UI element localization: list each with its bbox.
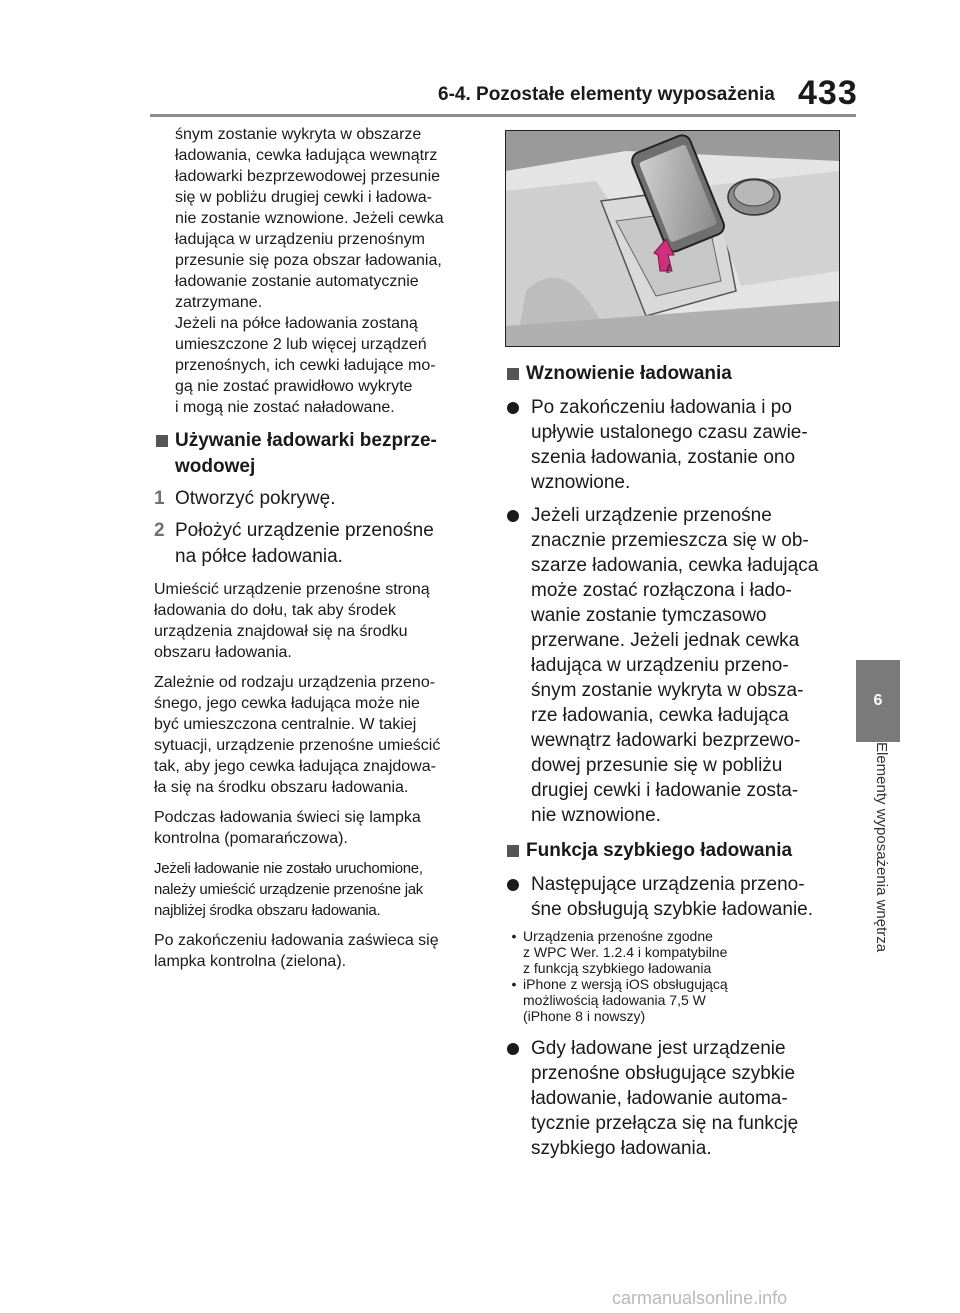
text-line: rze ładowania, cewka ładująca: [531, 705, 789, 726]
paragraph-not-started: [154, 858, 489, 921]
intro-text: [175, 124, 489, 418]
right-column: [505, 130, 845, 1161]
chapter-label: Elementy wyposażenia wnętrza: [873, 742, 890, 953]
text-line: Następujące urządzenia przeno-: [531, 874, 805, 895]
square-bullet-icon: [505, 361, 526, 387]
square-bullet-icon: [505, 838, 526, 864]
text-line: śnym zostanie wykryta w obsza-: [531, 680, 804, 701]
header-rule: [150, 114, 856, 117]
section-title: 6-4. Pozostałe elementy wyposażenia: [438, 84, 775, 105]
text-line: iPhone z wersją iOS obsługującą: [523, 976, 728, 992]
text-line: kontrolna (pomarańczowa).: [154, 830, 348, 847]
text-line: Urządzenia przenośne zgodne: [523, 928, 713, 944]
text-line: ładowania, cewka ładująca wewnątrz: [175, 147, 438, 164]
text-line: nie wznowione.: [531, 805, 661, 826]
bullet-mark: •: [511, 976, 517, 992]
chapter-tab: 6: [856, 660, 900, 742]
bullet-supported-devices: [505, 872, 845, 922]
text-line: ładowania do dołu, tak aby środek: [154, 602, 396, 619]
text-line: upływie ustalonego czasu zawie-: [531, 422, 808, 443]
text-line: być umieszczona centralnie. W takiej: [154, 716, 417, 733]
page-number: 433: [798, 74, 858, 112]
bullet-mark: •: [511, 928, 517, 944]
paragraph-coil-position: [154, 672, 489, 798]
text-line: ładująca w urządzeniu przeno-: [531, 655, 789, 676]
step-text: na półce ładowania.: [175, 546, 343, 567]
text-line: Podczas ładowania świeci się lampka: [154, 809, 421, 826]
text-line: Zależnie od rodzaju urządzenia przeno-: [154, 674, 436, 691]
text-line: Gdy ładowane jest urządzenie: [531, 1038, 786, 1059]
text-line: z funkcją szybkiego ładowania: [523, 960, 712, 976]
text-line: Po zakończeniu ładowania i po: [531, 397, 792, 418]
bullet-resume-after-time: [505, 395, 845, 495]
text-line: przenośnych, ich cewki ładujące mo-: [175, 357, 436, 374]
supported-devices-list: [505, 928, 845, 1024]
list-item: [505, 928, 845, 976]
paragraph-placement: [154, 579, 489, 663]
paragraph-orange-lamp: [154, 807, 489, 849]
text-line: i mogą nie zostać naładowane.: [175, 399, 395, 416]
text-line: się w pobliżu drugiej cewki i ładowa-: [175, 189, 433, 206]
text-line: ładowanie, ładowanie automa-: [531, 1088, 788, 1109]
square-bullet-icon: [154, 428, 175, 480]
text-line: szenia ładowania, zostanie ono: [531, 447, 796, 468]
text-line: szybkiego ładowania.: [531, 1138, 712, 1159]
left-column: [154, 124, 489, 972]
list-item: [505, 976, 845, 1024]
text-line: znacznie przemieszcza się w ob-: [531, 530, 809, 551]
text-line: Jeżeli urządzenie przenośne: [531, 505, 772, 526]
text-line: nie zostanie wznowione. Jeżeli cewka: [175, 210, 444, 227]
text-line: wewnątrz ładowarki bezprzewo-: [531, 730, 801, 751]
text-line: obszaru ładowania.: [154, 644, 292, 661]
bullet-device-moved: [505, 503, 845, 828]
text-line: ładowarki bezprzewodowej przesunie: [175, 168, 441, 185]
text-line: gą nie zostać prawidłowo wykryte: [175, 378, 413, 395]
text-line: śne obsługują szybkie ładowanie.: [531, 899, 814, 920]
text-line: ładowanie zostanie automatycznie: [175, 273, 419, 290]
text-line: dowej przesunie się w pobliżu: [531, 755, 783, 776]
text-line: Jeżeli ładowanie nie zostało uruchomione,: [154, 860, 423, 877]
circle-bullet-icon: [505, 1036, 531, 1161]
circle-bullet-icon: [505, 872, 531, 922]
text-line: może zostać rozłączona i łado-: [531, 580, 792, 601]
text-line: sytuacji, urządzenie przenośne umieścić: [154, 737, 441, 754]
text-line: tak, aby jego cewka ładująca znajdowa-: [154, 758, 436, 775]
text-line: urządzenia znajdował się na środku: [154, 623, 408, 640]
text-line: (iPhone 8 i nowszy): [523, 1008, 646, 1024]
step-text: Położyć urządzenie przenośne: [175, 520, 434, 541]
heading-line: wodowej: [175, 456, 256, 477]
text-line: wznowione.: [531, 472, 631, 493]
step-number: 2: [154, 520, 165, 541]
charging-tray-illustration: [505, 130, 840, 347]
paragraph-green-lamp: [154, 930, 489, 972]
heading-fast-charging: [505, 838, 845, 864]
text-line: przenośne obsługujące szybkie: [531, 1063, 796, 1084]
step-text: Otworzyć pokrywę.: [175, 488, 336, 509]
text-line: umieszczone 2 lub więcej urządzeń: [175, 336, 427, 353]
bullet-auto-switch: [505, 1036, 845, 1161]
text-line: szarze ładowania, cewka ładująca: [531, 555, 819, 576]
text-line: drugiej cewki i ładowanie zosta-: [531, 780, 799, 801]
text-line: najbliżej środka obszaru ładowania.: [154, 902, 381, 919]
heading-text: Wznowienie ładowania: [526, 363, 732, 384]
text-line: należy umieścić urządzenie przenośne jak: [154, 881, 423, 898]
text-line: Jeżeli na półce ładowania zostaną: [175, 315, 418, 332]
console-phone-image: [506, 131, 839, 346]
circle-bullet-icon: [505, 395, 531, 495]
text-line: z WPC Wer. 1.2.4 i kompatybilne: [523, 944, 728, 960]
step-2: [154, 518, 489, 570]
text-line: możliwością ładowania 7,5 W: [523, 992, 706, 1008]
text-line: śnego, jego cewka ładująca może nie: [154, 695, 420, 712]
step-number: 1: [154, 488, 165, 509]
text-line: lampka kontrolna (zielona).: [154, 953, 347, 970]
heading-wireless-charger: [154, 428, 489, 480]
circle-bullet-icon: [505, 503, 531, 828]
heading-text: Funkcja szybkiego ładowania: [526, 840, 793, 861]
text-line: przerwane. Jeżeli jednak cewka: [531, 630, 800, 651]
text-line: Po zakończeniu ładowania zaświeca się: [154, 932, 439, 949]
text-line: ła się na środku obszaru ładowania.: [154, 779, 409, 796]
heading-line: Używanie ładowarki bezprze-: [175, 430, 437, 451]
watermark: carmanualsonline.info: [612, 1288, 788, 1308]
text-line: tycznie przełącza się na funkcję: [531, 1113, 799, 1134]
svg-text:ℓ: ℓ: [666, 262, 671, 276]
text-line: przesunie się poza obszar ładowania,: [175, 252, 442, 269]
text-line: Umieścić urządzenie przenośne stroną: [154, 581, 430, 598]
text-line: wanie zostanie tymczasowo: [531, 605, 767, 626]
text-line: śnym zostanie wykryta w obszarze: [175, 126, 422, 143]
step-1: [154, 486, 489, 512]
heading-resume-charging: [505, 361, 845, 387]
text-line: ładująca w urządzeniu przenośnym: [175, 231, 425, 248]
text-line: zatrzymane.: [175, 294, 263, 311]
